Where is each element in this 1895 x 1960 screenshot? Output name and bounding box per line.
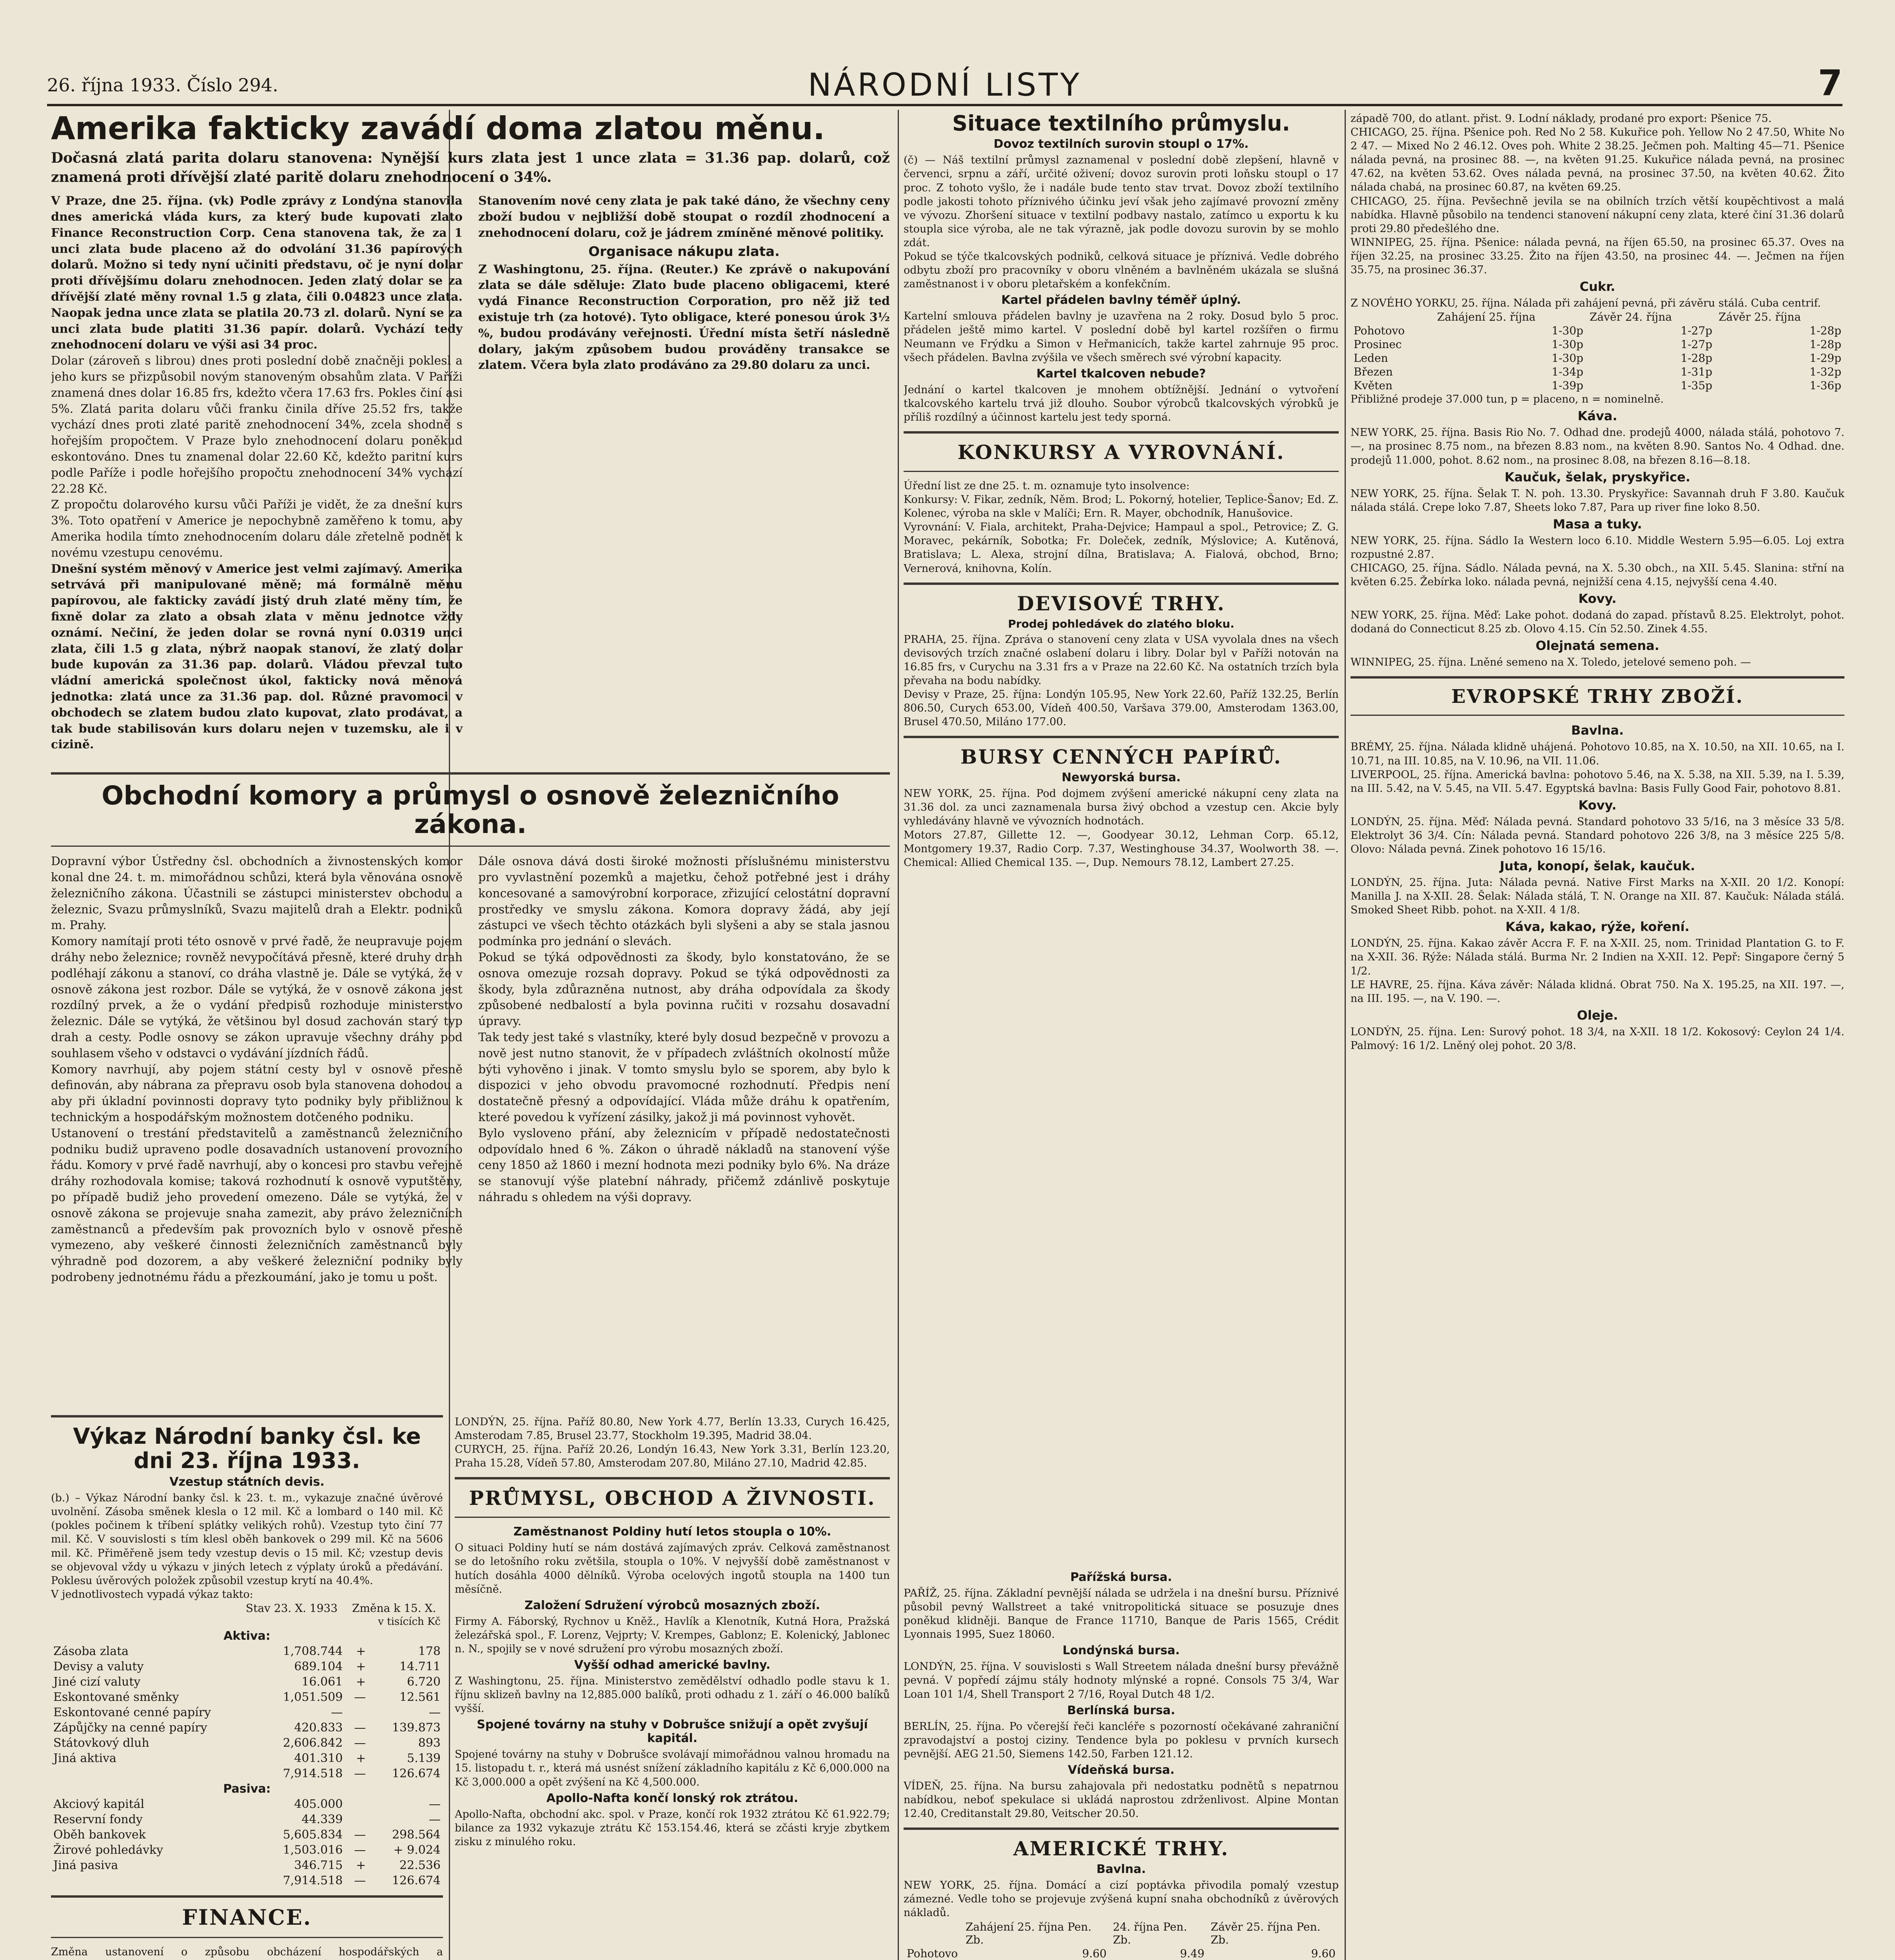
sugar-cell: Březen [1354,365,1393,379]
table-header-cell [51,1601,238,1615]
column-divider [898,110,899,1960]
assets-cell: — [354,1766,366,1780]
sugar-row [1350,324,1844,338]
sugar-cell: 1-30p [1552,338,1583,351]
liabilities-cell: + 9.024 [393,1843,441,1857]
sugar-cell: Květen [1354,379,1393,392]
article-paragraph: PAŘÍŽ, 25. října. Základní pevnější nálada se udržela i na dnešní bursu. Příznivé působil pevný Wallstreet a také vnitropolitická situace se posuzuje dnes poněkud klidněji. Banque de France 11710, Banque de Paris 1565, Crédit Lyonnais 1995, Suez 18060. [904,1587,1339,1641]
article-paragraph: Dolar (zároveň s librou) dnes proti poslední době značněji poklesl a jeho kurs se přizpůsobil novým stanoveným obsahům zlata. V Paříži znamená dnes dolar 16.85 frs, kdežto včera 17.63 frs. Pokles činí asi 5%. Zlatá parita dolaru vůči franku činila dříve 25.52 frs, takže vychází dnes proti zlaté paritě znehodnocení 34%, zcela shodně s hořejším propočtem. V Praze bylo znehodnocení dolaru poněkud eskontováno. Dnes tu znamenal dolar 22.60 Kč, kdežto paritní kurs podle Paříže i podle hořejšího propočtu znehodnocení 34% vychází 22.28 Kč. [51,354,463,496]
article-paragraph: Stanovením nové ceny zlata je pak také dáno, že všechny ceny zboží budou v nejbližší době stoupat o rozdíl zhodnocení a znehodnocení dolaru, což je jádrem zmíněné měnové politiky. [478,194,890,240]
sugar-cell: Pohotovo [1354,324,1405,338]
assets-row [51,1690,443,1705]
article-national-bank [51,1415,443,1960]
article-paragraph: V jednotlivostech vypadá výkaz takto: [51,1588,253,1601]
assets-cell: — [331,1705,343,1719]
sugar-row [1350,379,1844,392]
table-header-cell: Závěr 24. října [1589,310,1672,324]
article-paragraph: Dnešní systém měnový v Americe jest velmi zajímavý. Amerika setrvává při manipulované měně; má formálně měnu papírovou, ale fakticky zavádí jistý druh zlaté měny tím, že fixně dolar za zlato a obsah zlata v měnu jednotce vždy oznámí. Nečiní, že jeden dolar se rovná nyní 0.0319 unci zlata, čili 1.5 g zlata, nýbrž naopak stanoví, že zlatý dolar bude kupován za 31.36 pap. dolarů. Vládou převzal tuto vládní americká společnost úkol, fakticky nová měnová jednotka: zlatá unce za 31.36 pap. dol. Různé pravomoci v obchodech se zlatem budou zlato kupovat, zlato prodávat, a tak bude stabilisován kurs dolaru nejen v tuzemsku, ale i v cizině. [51,562,463,752]
article-paragraph: Změna ustanovení o způsobu obcházení hospodářských a [51,1945,443,1958]
liabilities-cell: Žirové pohledávky [53,1843,163,1857]
section-subheading: Vídeňská bursa. [1067,1763,1175,1777]
liabilities-heading: Pasiva: [223,1782,271,1796]
assets-cell: + [356,1675,366,1689]
liabilities-cell: Oběh bankovek [53,1828,146,1842]
article-paragraph: WINNIPEG, 25. října. Lněné semeno na X. Toledo, jetelové semeno poh. — [1350,656,1751,669]
assets-cell: 7,914.518 [283,1766,343,1780]
liabilities-cell: 346.715 [294,1858,343,1872]
article-paragraph: CHICAGO, 25. října. Pšenice poh. Red No 2 58. Kukuřice poh. Yellow No 2 47.50, White No 2 47. — Mixed No 2 46.12. Oves poh. White 2 38.25. Ječmen poh. Malting 45—71. Pšenice nálada pevná, na prosinec 88. —, na květen 91.25. Kukuřice nálada pevná, na prosinec 47.62, na květen 53.62. Oves nálada pevná, na prosinec 37.50, na květen 40.62. Žito nálada chabá, na prosinec 60.87, na květen 69.25. [1350,126,1844,194]
column-divider [1345,110,1346,1960]
assets-cell: Eskontované směnky [53,1690,179,1704]
article-paragraph: V Praze, dne 25. října. (vk) Podle zprávy z Londýna stanovila dnes americká vláda kurs, za který bude kupovati zlato Finance Reconstruction Corp. Cena stanovena tak, že za 1 unci zlata bude placeno až do odvolání 31.36 papírových dolarů. Možno si tedy nyní učiniti představu, oč je nyní dolar proti dřívějšímu dolaru znehodnocen. Jeden zlatý dolar se za dřívější zlaté měny rovnal 1.5 g zlata, čili 0.04823 unce zlata. Naopak jedna unce zlata se platila 20.73 zl. dolarů. Nyní se za unci zlata bude platiti 31.36 papír. dolarů. Vychází tedy znehodnocení dolaru ve výši asi 34 proc. [51,194,463,352]
assets-row [51,1735,443,1751]
section-rule [51,1895,443,1898]
sugar-cell: 1-30p [1552,324,1583,338]
article-paragraph: BERLÍN, 25. října. Po včerejší řeči kancléře s pozorností očekávané zahraniční zpravodajství a postoj ciziny. Tendence byla po poklesu v prvních kursech pevnější. AEG 21.50, Siemens 142.50, Farben 121.12. [904,1720,1339,1760]
assets-cell: 6.720 [407,1675,441,1689]
article-title: FINANCE. [182,1904,312,1930]
article-paragraph: Z propočtu dolarového kursu vůči Paříži je vidět, že za dnešní kurs 3%. Toto opatření v Americe je nepochybně zaměřeno k tomu, aby Amerika hodila tímto znehodnocením dolaru dále zřetelně podnět k novému vzestupu cenovému. [51,498,463,560]
sugar-cell: 1-28p [1681,352,1712,365]
section-subheading: Juta, konopí, šelak, kaučuk. [1500,858,1695,874]
article-paragraph: PRAHA, 25. října. Zpráva o stanovení ceny zlata v USA vyvolala dnes na všech devisových trzích značné oslabení dolaru i libry. Dolar byl v Paříži notován na 16.85 frs, v Curychu na 3.31 frs a v Praze na 22.60 Kč. Na ostatních trzích byla převaha na bodu nabídky. [904,633,1339,687]
section-subheading: Spojené továrny na stuhy v Dobrušce snižují a opět zvyšují kapitál. [477,1718,868,1746]
section-rule [904,1828,1339,1830]
article-paragraph: LONDÝN, 25. října. Měď: Nálada pevná. Standard pohotovo 33 5/16, na 3 měsíce 33 5/8. Elektrolyt 36 3/4. Cín: Nálada pevná. Standard pohotovo 226 3/8, na 3 měsíce 225 5/8. Olovo: Nálada pevná. Zinek pohotovo 16 15/16. [1350,815,1844,855]
section-rule [51,1937,443,1938]
sugar-cell: 1-32p [1810,365,1841,379]
liabilities-row [51,1812,443,1827]
article-paragraph: Motors 27.87, Gillette 12. —, Goodyear 30.12, Lehman Corp. 65.12, Montgomery 19.37, Radio Corp. 7.37, Westinghouse 34.37, Woolworth 38. —. Chemical: Allied Chemical 135. —, Dup. Nemours 78.12, Lambert 27.25. [904,829,1339,869]
article-paragraph: LE HAVRE, 25. října. Káva závěr: Nálada klidná. Obrat 750. Na X. 195.25, na XII. 197. —, na III. 195. —, na V. 190. —. [1350,978,1844,1005]
assets-cell: Zásoba zlata [53,1644,129,1658]
article-title: Výkaz Národní banky čsl. ke dni 23. října 1933. [73,1424,421,1474]
section-subheading: Kaučuk, šelak, pryskyřice. [1505,469,1690,485]
section-subheading: Kartel tkalcoven nebude? [1036,367,1206,381]
section-subheading: Kartel přádelen bavlny téměř úplný. [1001,293,1241,307]
assets-cell: 14.711 [399,1659,441,1673]
cotton-row [904,1947,1339,1960]
article-paragraph: CHICAGO, 25. října. Pevšechně jevila se na obilních trzích větší koupěchtivost a malá nabídka. Hlavně působilo na tendenci stanovení nákupní ceny zlata, které činí 31.36 dolarů proti 29.80 předešlého dne. [1350,195,1844,235]
liabilities-cell: 298.564 [392,1828,441,1842]
article-paragraph: Devisy v Praze, 25. října: Londýn 105.95, New York 22.60, Paříž 132.25, Berlín 806.50, Curych 653.00, Vídeň 400.50, Varšava 379.00, Amsterodam 1363.00, Brusel 470.50, Miláno 177.00. [904,688,1339,728]
section-subheading: Masa a tuky. [1553,516,1642,532]
cotton-cell: 9.60 [1082,1947,1107,1960]
page-number: 7 [1818,63,1842,104]
assets-cell: 178 [418,1644,441,1658]
assets-cell: — [354,1736,366,1750]
liabilities-row [51,1873,443,1888]
assets-cell: 16.061 [301,1675,343,1689]
section-subheading: Pařížská bursa. [1070,1570,1172,1584]
table-header-cell: Závěr 25. října Pen. Zb. [1211,1920,1321,1946]
sugar-cell: 1-39p [1552,379,1583,392]
liabilities-cell: — [429,1797,441,1811]
sugar-cell: 1-30p [1552,352,1583,365]
section-rule [904,471,1339,472]
article-paragraph: (č) — Náš textilní průmysl zaznamenal v poslední době zlepšení, hlavně v červenci, srpnu a září, určité oživení; dovoz surovin proti loňsku stoupl o 17 proc. Z tohoto vyšlo, že i nadále bude tento stav trvat. Dovoz zboží textilního podle jakosti tohoto příznivého účinku jeví však jeho zajímavé provozní změny ve vývozu. Zhoršení situace v textilní podbavy nastalo, zatímco u exportu k ku stoupla sice výroba, ale ne tak výrazně, jak podle dovozu surovin by se mohlo zdát. [904,154,1339,249]
article-paragraph: LONDÝN, 25. října. V souvislosti s Wall Streetem nálada dnešní bursy převážně pevná. V popředí zájmu stály hodnoty mlýnské a ropné. Consols 75 3/4, War Loan 101 1/4, Shell Transport 2 7/16, Royal Dutch 48 1/2. [904,1661,1339,1700]
assets-rows [51,1644,443,1781]
liabilities-cell: 1,503.016 [283,1843,343,1857]
section-subheading: Káva, kakao, rýže, koření. [1505,919,1690,935]
table-unit: v tisících Kč [378,1615,441,1628]
sugar-cell: 1-31p [1681,365,1712,379]
bank-statement-table [51,1601,443,1888]
assets-cell: 2,606.842 [283,1736,343,1750]
assets-cell: 126.674 [392,1766,441,1780]
table-header-cell [904,1920,962,1947]
section-subheading: Berlínská bursa. [1067,1703,1175,1717]
assets-cell: — [354,1690,366,1704]
section-rule [51,772,890,775]
article-title: EVROPSKÉ TRHY ZBOŽÍ. [1451,686,1744,708]
section-subheading: Vyšší odhad americké bavlny. [574,1658,771,1672]
article-paragraph: Z NOVÉHO YORKU, 25. října. Nálada při zahájení pevná, při závěru stálá. Cuba centrif. [1350,297,1821,310]
section-subheading: Vzestup státních devis. [169,1475,325,1489]
table-header-row [51,1601,443,1615]
section-rule [904,736,1339,738]
article-title: Obchodní komory a průmysl o osnově železničního zákona. [102,780,839,839]
article-paragraph: NEW YORK, 25. října. Pod dojmem zvýšení americké nákupní ceny zlata na 31.36 dol. za unci zaznamenala bursa živý obchod a vzestup cen. Akcie byly vyhledávány hlavně ve vývozních hodnotách. [904,788,1339,828]
article-paragraph: NEW YORK, 25. října. Domácí a cizí poptávka přivodila pomalý vzestup zámezné. Vedle toho se projevuje zvýšená kupní snaha obchodníků z úvěrových nákladů. [904,1879,1339,1919]
sugar-cell: 1-27p [1681,324,1712,338]
table-header-row [1350,310,1844,324]
section-subheading: Kovy. [1578,591,1617,606]
sugar-row [1350,365,1844,379]
assets-row [51,1766,443,1781]
assets-cell: 1,051.509 [283,1690,343,1704]
liabilities-cell: — [354,1828,366,1842]
article-title: Amerika fakticky zavádí doma zlatou měnu. [51,112,825,147]
section-subheading: Newyorská bursa. [1062,771,1181,785]
article-paragraph: NEW YORK, 25. října. Sádlo Ia Western loco 6.10. Middle Western 5.95—6.05. Loj extra rozpustné 2.87. [1350,534,1844,561]
assets-cell: Státovkový dluh [53,1736,149,1750]
assets-cell: Eskontované cenné papíry [53,1705,211,1719]
section-rule [455,1517,890,1518]
section-subheading: Prodej pohledávek do zlatého bloku. [1008,617,1234,630]
assets-cell: 420.833 [294,1720,343,1735]
liabilities-cell [345,1797,368,1812]
assets-cell: 893 [418,1736,441,1750]
section-rule [455,1477,890,1479]
assets-heading: Aktiva: [223,1629,270,1643]
section-subheading: Bavlna. [1096,1862,1146,1877]
newspaper-title: NÁRODNÍ LISTY [808,67,1082,103]
article-paragraph: LONDÝN, 25. října. Kakao závěr Accra F. F. na X-XII. 25, nom. Trinidad Plantation G. to F. na X-XII. 36. Rýže: Nálada stálá. Burma Nr. 2 Indien na X-XII. 12. Pepř: Singapore černý 5 1/2. [1350,937,1844,977]
cotton-cell: Pohotovo [907,1947,958,1960]
liabilities-cell: 126.674 [392,1873,441,1887]
liabilities-cell: 44.339 [301,1812,343,1826]
section-subheading: Založení Sdružení výrobců mosazných zboží. [524,1598,820,1612]
article-paragraph: Komory navrhují, aby pojem státní cesty byl v osnově přesně definován, aby nábrana za přepravu osob byla stanovena dohodou a aby při úkladní povinnosti dopravy tyto podniky byly přibližnou k technickým a hospodářským možnostem dotčeného podniku. [51,1062,463,1124]
section-subheading: Londýnská bursa. [1062,1644,1180,1658]
article-title: KONKURSY A VYROVNÁNÍ. [957,440,1285,464]
table-header-cell: Závěr 25. října [1718,310,1801,324]
assets-cell: 139.873 [392,1720,441,1735]
assets-cell [51,1766,238,1781]
section-rule [51,1415,443,1417]
sugar-cell: 1-27p [1681,338,1712,351]
article-gold-standard [51,112,890,759]
liabilities-cell: — [354,1873,366,1887]
assets-cell: Jiná aktiva [53,1751,116,1765]
section-subheading: Káva. [1577,408,1617,424]
table-header-cell: Zahájení 25. října Pen. Zb. [966,1920,1092,1946]
section-subheading: Bavlna. [1571,723,1624,738]
article-paragraph: Apollo-Nafta, obchodní akc. spol. v Praze, končí rok 1932 ztrátou Kč 61.922.79; bilance za 1932 vykazuje ztrátu Kč 153.154.46, která se zčásti kryje zbytkem zisku z minulého roku. [455,1808,890,1848]
assets-cell: + [356,1751,366,1765]
sugar-cell: Prosinec [1354,338,1402,351]
assets-row [51,1674,443,1690]
article-paragraph: Dopravní výbor Ústředny čsl. obchodních a živnostenských komor konal dne 24. t. m. mimořádnou schůzi, která byla věnována osnově železničního zákona. Účastnili se zástupci ministerstev obchodu a železnic, Svazu průmyslníků, Svazu majitelů drah a Elektr. podniků m. Prahy. [51,855,463,933]
section-rule [1350,676,1844,679]
article-paragraph: LONDÝN, 25. října. Paříž 80.80, New York 4.77, Berlín 13.33, Curych 16.425, Amsterodam 7.85, Brusel 23.77, Stockholm 19.395, Madrid 38.04. [455,1416,890,1442]
table-header-row [904,1920,1339,1947]
liabilities-cell [345,1812,368,1827]
liabilities-row [51,1858,443,1873]
table-header-cell: 24. října Pen. Zb. [1113,1920,1187,1946]
liabilities-cell: 7,914.518 [283,1873,343,1887]
article-paragraph: Bylo vysloveno přání, aby železnicím v případě nedostatečnosti odpovídalo hned 6 %. Zákon o úhradě nákladů na stanovení výše ceny 1850 až 1860 i mezní hodnota mezi podniky bylo 6%. Na dráze se stanovují výše platební náhrady, přičemž zdánlivě poskytuje náhradu s ohledem na výši dopravy. [478,1126,890,1204]
section-rule [904,431,1339,434]
table-header-cell: Zahájení 25. října [1437,310,1536,324]
cotton-cell: 9.60 [1311,1947,1336,1960]
table-header-cell: Změna k 15. X. [352,1601,436,1615]
assets-cell: Zápůjčky na cenné papíry [53,1720,207,1735]
liabilities-cell: Reservní fondy [53,1812,143,1826]
assets-cell: + [356,1644,366,1658]
assets-cell: Jiné cizí valuty [53,1675,141,1689]
article-paragraph: WINNIPEG, 25. října. Pšenice: nálada pevná, na říjen 65.50, na prosinec 65.37. Oves na říjen 32.25, na prosinec 33.25. Žito na říjen 43.50, na prosinec 44. —. Ječmen na říjen 35.75, na prosinec 36.37. [1350,236,1844,276]
assets-cell: + [356,1659,366,1673]
article-paragraph: NEW YORK, 25. října. Šelak T. N. poh. 13.30. Pryskyřice: Savannah druh F 3.80. Kaučuk nálada stálá. Crepe loko 7.87, Sheets loko 7.87, Para up river fine loko 8.50. [1350,487,1844,514]
assets-row [51,1644,443,1659]
sugar-rows [1350,324,1844,392]
sugar-cell: Leden [1354,352,1388,365]
section-subheading: Dovoz textilních surovin stoupl o 17%. [993,137,1249,151]
section-subheading: Olejnatá semena. [1536,638,1659,653]
section-subheading: Oleje. [1577,1007,1618,1023]
assets-row [51,1720,443,1735]
article-title: Situace textilního průmyslu. [952,112,1290,136]
sugar-cell: 1-28p [1810,338,1841,351]
article-paragraph: LIVERPOOL, 25. října. Americká bavlna: pohotovo 5.46, na X. 5.38, na XII. 5.39, na I. 5.39, na III. 5.42, na V. 5.45, na VII. 5.47. Egyptská bavlna: Basis Fully Good Fair, pohotovo 8.81. [1350,768,1844,795]
section-subheading: Apollo-Nafta končí lonský rok ztrátou. [546,1791,799,1805]
liabilities-cell: — [354,1843,366,1857]
column-three-markets [904,1568,1339,1960]
article-paragraph: Z Washingtonu, 25. října. (Reuter.) Ke zprávě o nakupování zlata se dále sděluje: Zlato bude placeno obligacemi, které vydá Finance Reconstruction Corporation, pro něž již teď existuje trh (za hotové). Tyto obligace, které ponesou úrok 3½ %, budou prodávány veřejnosti. Úřední místa šetří následně dolary, jakým způsobem budou prováděny transakce se zlatem. Včera byla zlato prodáváno za 29.80 dolaru za unci. [478,262,890,372]
assets-row [51,1659,443,1674]
article-paragraph: Ustanovení o trestání představitelů a zaměstnanců železničního podniku budiž upraveno podle dosavadních ustanovení provozního řádu. Komory v prvé řadě navrhují, aby o koncesi pro stavbu veřejně dráhy rozhodovala komise; taková rozhodnutí k osnově vyputštěny, po případě budiž jeho provedení omezeno. Dále se vytýká, že v osnově zákona se projevuje snaha zamezit, aby právo železničních zaměstnanců a především pak provozních bylo v osnově přesně vymezeno, aby veškeré činnosti železničních zaměstnanců byly výhradně pod dozorem, a aby veškeré železniční podniky byly podrobeny jednotnému řádu a přezkoumání, jako je tomu u pošt. [51,1126,463,1284]
sugar-row [1350,351,1844,365]
article-paragraph: Pokud se týče tkalcovských podniků, celková situace je příznivá. Vedle dobrého odbytu zboží pro pracovníky v oboru vlněném a bavlněném ukázala se slušná zaměstnanost i v oboru pletařském a konfekčním. [904,250,1339,290]
article-paragraph: VÍDEŇ, 25. října. Na bursu zahajovala při nedostatku podnětů s nepatrnou nabídkou, neboť spekulace si ukládá naprostou zdrženlivost. Alpine Montan 12.40, Creditanstalt 29.80, Veitscher 20.50. [904,1780,1339,1820]
article-paragraph: CURYCH, 25. října. Paříž 20.26, Londýn 16.43, New York 3.31, Berlín 123.20, Praha 15.28, Vídeň 57.80, Amsterodam 207.80, Miláno 27.10, Madrid 42.85. [455,1443,890,1470]
section-rule [51,846,890,847]
sugar-cell: 1-34p [1552,365,1583,379]
article-paragraph: Z Washingtonu, 25. října. Ministerstvo zemědělství odhadlo podle stavu k 1. říjnu sklizeň bavlny na 12,885.000 balíků, proti odhadu z 1. září o 46.000 balíků vyšší. [455,1675,890,1715]
article-subtitle: Dočasná zlatá parita dolaru stanovena: Nynější kurs zlata jest 1 unce zlata = 31.36 pap. dolarů, což znamená proti dřívější zlaté paritě dolaru znehodnocení o 34%. [51,150,890,186]
assets-cell: — [354,1720,366,1735]
liabilities-cell [51,1873,238,1888]
liabilities-cell: Jiná pasiva [53,1858,118,1872]
liabilities-cell: 405.000 [294,1797,343,1811]
header-rule [47,104,1842,106]
article-paragraph: Vyrovnání: V. Fiala, architekt, Praha-Dejvice; Hampaul a spol., Petrovice; Z. G. Moravec, pekárník, Sobotka; Fr. Doleček, zedník, Mýslovice; A. Kutěnová, Bratislava; L. Alexa, strojní dílna, Bratislava; A. Fialová, obchod, Brno; Vernerová, knihovna, Kolín. [904,521,1339,575]
liabilities-row [51,1797,443,1812]
sugar-cell: 1-36p [1810,379,1841,392]
assets-row [51,1751,443,1766]
assets-row [51,1705,443,1720]
cotton-table [904,1920,1339,1960]
assets-cell: 12.561 [399,1690,441,1704]
article-paragraph: (b.) – Výkaz Národní banky čsl. k 23. t. m., vykazuje značné úvěrové uvolnění. Zásoba směnek klesla o 12 mil. Kč a lombard o 140 mil. Kč (pokles počinem k tříbení splátky velikých rohů). Vzestup tyto činí 77 mil. Kč. V souvislosti s tím klesl oběh bankovek o 299 mil. Kč na 5606 mil. Kč. Přiměřeně jsem tedy vzestup devis o 15 mil. Kč; vzestup devis se objevoval vždy u výkazu v jiných letech z výplaty úroků a předávání. Poklesu úvěrových položek způsobil vzestup krytí na 40.4%. [51,1492,443,1587]
section-subheading: Organisace nákupu zlata. [588,243,780,260]
assets-cell: 401.310 [294,1751,343,1765]
section-subheading: Cukr. [1579,279,1615,294]
article-paragraph: Přibližné prodeje 37.000 tun, p = placeno, n = nominelně. [1350,393,1664,406]
assets-cell: 689.104 [294,1659,343,1673]
sugar-cell: 1-28p [1810,324,1841,338]
article-paragraph: Dále osnova dává dosti široké možnosti příslušnému ministerstvu pro vyvlastnění pozemků a majetku, čehož potřebné jest i dráhy koncesované a samovýrobní korporace, zřizující celostátní dopravní prostředky ve smyslu zákona. Komora dopravy žádá, aby její zástupci ve všech těchto otázkách byli slyšeni a aby se stala jasnou podmínka pro jednání o slevách. [478,855,890,949]
article-paragraph: Konkursy: V. Fikar, zedník, Něm. Brod; L. Pokorný, hotelier, Teplice-Šanov; Ed. Z. Kolenec, výroba na skle v Malíči; Ern. R. Mayer, obchodník, Hanušovice. [904,494,1339,520]
page-header [47,59,1842,102]
article-paragraph: CHICAGO, 25. října. Sádlo. Nálada pevná, na X. 5.30 obch., na XII. 5.45. Slanina: střní na květen 6.25. Žebírka loko. nálada pevná, nejnižší cena 4.15, nejvyšší cena 4.40. [1350,562,1844,588]
article-paragraph: Úřední list ze dne 25. t. m. oznamuje tyto insolvence: [904,479,1190,492]
article-paragraph: Jednání o kartel tkalcoven je mnohem obtížnější. Jednání o vytvoření tkalcovského kartelu trvá již dlouho. Soubor výrobců tkalcovských výrobků je příliš rozdílný a účinnost kartelu jest tedy sporná. [904,383,1339,423]
section-rule [904,583,1339,585]
section-subheading: Kovy. [1578,797,1617,813]
liabilities-cell: Akciový kapitál [53,1797,145,1811]
sugar-row [1350,338,1844,351]
article-paragraph: Tak tedy jest také s vlastníky, které byly dosud bezpečně v provozu a nově jest nutno stanovit, že v případech zvláštních okolností může býti vyhověno i jinak. V tomto smyslu bylo se sporem, aby bylo k dispozici v jeho obvodu pravomocné rozhodnutí. Předpis není dostatečně přesný a odpovídající. Vláda může dráhu k opatřením, které povedou k vyřízení zásilky, jakož ji má povinnost vyhovět. [478,1030,890,1124]
article-paragraph: Firmy A. Fáborský, Rychnov u Kněž., Havlík a Klenotník, Kutná Hora, Pražská železářská spol., F. Lorenz, Vejprty; V. Krempes, Gablonz; E. Kolenický, Jablonec n. N., spojily se v nové sdružení pro výrobu mosazných zboží. [455,1615,890,1655]
article-paragraph: LONDÝN, 25. října. Len: Surový pohot. 18 3/4, na X-XII. 18 1/2. Kokosový: Ceylon 24 1/4. Palmový: 16 1/2. Lněný olej pohot. 20 3/8. [1350,1025,1844,1052]
article-paragraph: Pokud se týká odpovědnosti za škody, bylo konstatováno, že se osnova omezuje rozsah dopravy. Pokud se týká odpovědnosti za škody, byla zdůrazněna nutnost, aby dráha odpovídala za škody způsobené nedbalostí a byla povinna ručiti v rozsahu dosavadní úpravy. [478,950,890,1029]
liabilities-cell: 22.536 [399,1858,441,1872]
sugar-table [1350,310,1844,392]
article-stocks-industry [455,1415,890,1960]
sugar-cell: 1-29p [1810,352,1841,365]
cotton-cell: 9.49 [1180,1947,1205,1960]
liabilities-cell: + [356,1858,366,1872]
liabilities-row [51,1842,443,1858]
article-paragraph: NEW YORK, 25. října. Měď: Lake pohot. dodaná do zapad. přístavů 8.25. Elektrolyt, pohot. dodaná do Connecticut 8.25 zb. Olovo 4.15. Cín 52.50. Zinek 4.55. [1350,609,1844,635]
assets-cell: — [429,1705,441,1719]
article-paragraph: O situaci Poldiny hutí se nám dostává zajímavých zpráv. Celková zaměstnanost se do letošního roku zvětšila, stoupla o 10%. V nejvyšší době zaměstnanost v hutích dosáhla 4000 dělníků. Výroba ocelových ingotů stoupla na 1400 tun měsíčně. [455,1542,890,1595]
assets-cell: Devisy a valuty [53,1659,144,1673]
table-header-cell [1350,310,1434,324]
cotton-rows [904,1947,1339,1960]
section-rule [1350,715,1844,716]
article-paragraph: BRÉMY, 25. října. Nálada klidně uhájená. Pohotovo 10.85, na X. 10.50, na XII. 10.65, na I. 10.71, na III. 10.85, na V. 10.96, na VII. 11.06. [1350,741,1844,767]
liabilities-row [51,1827,443,1842]
article-paragraph: západě 700, do atlant. přist. 9. Lodní náklady, prodané pro export: Pšenice 75. [1350,113,1772,125]
article-railway-law [51,772,890,1399]
sugar-cell: 1-35p [1681,379,1712,392]
assets-cell: 5.139 [407,1751,441,1765]
article-paragraph: Komory namítají proti této osnově v prvé řadě, že neupravuje pojem dráhy nebo železnice; rovněž nevypočítává přesně, které druhy drah podléhají zákonu a stanoví, co dráha vlastně je. Dále se vytýká, že v osnově zákona jest rozbor. Dále se vytýká, že v osnově zákona jest rozdílný prvek, a že o vydání předpisů rozhoduje ministerstvo železnic. Dále se vytýká, že většinou byl dosud zachován starý typ drah a cesty. Podle osnovy se zákon upravuje všechny dráhy pod souhlasem všeho v odstavci o vydávání jízdních řádů. [51,935,463,1060]
article-paragraph: Kartelní smlouva přádelen bavlny je uzavřena na 2 roky. Dosud bylo 5 proc. přádelen ještě mimo kartel. V poslední době byl kartel rozšířen o firmu Neumann ve Frýdku a Simon v Heřmanicích, takže kartel zahrnuje 95 proc. všech přádelen. Bavlna zvýšila ve všech směrech své výrobní kapacity. [904,310,1339,364]
article-paragraph: Spojené továrny na stuhy v Dobrušce svolávají mimořádnou valnou hromadu na 15. listopadu t. r., která má usnést snížení základního kapitálu z Kč 6,000.000 na Kč 3,000.000 a opět zvýšení na Kč 4,500.000. [455,1748,890,1788]
table-header-cell: Stav 23. X. 1933 [245,1601,338,1615]
liabilities-cell: 5,605.834 [283,1828,343,1842]
issue-date: 26. října 1933. Číslo 294. [47,74,278,96]
article-title: DEVISOVÉ TRHY. [1017,592,1225,615]
section-subheading: Zaměstnanost Poldiny hutí letos stoupla o 10%. [513,1525,831,1539]
assets-cell: 1,708.744 [283,1644,343,1658]
assets-cell [345,1705,368,1720]
liabilities-cell: — [429,1812,441,1826]
article-title: AMERICKÉ TRHY. [1013,1837,1229,1860]
article-title: BURSY CENNÝCH PAPÍRŮ. [960,745,1282,769]
article-paragraph: NEW YORK, 25. října. Basis Rio No. 7. Odhad dne. prodejů 4000, nálada stálá, pohotovo 7. —, na prosinec 8.75 nom., na březen 8.83 nom., na květen 8.90. Santos No. 4 Odhad. dne. prodejů 11.000, pohot. 8.62 nom., na prosinec 8.08, na březen 8.16—8.18. [1350,426,1844,466]
liabilities-rows [51,1797,443,1888]
column-four [1350,112,1844,1960]
article-title: PRŮMYSL, OBCHOD A ŽIVNOSTI. [469,1486,876,1510]
article-paragraph: LONDÝN, 25. října. Juta: Nálada pevná. Native First Marks na X-XII. 20 1/2. Konopí: Manilla J. na X-XII. 28. Šelak: Nálada stálá, T. N. Orange na XII. 87. Kaučuk: Nálada stálá. Smoked Sheet Ribb. pohot. na X-XII. 4 1/8. [1350,877,1844,916]
